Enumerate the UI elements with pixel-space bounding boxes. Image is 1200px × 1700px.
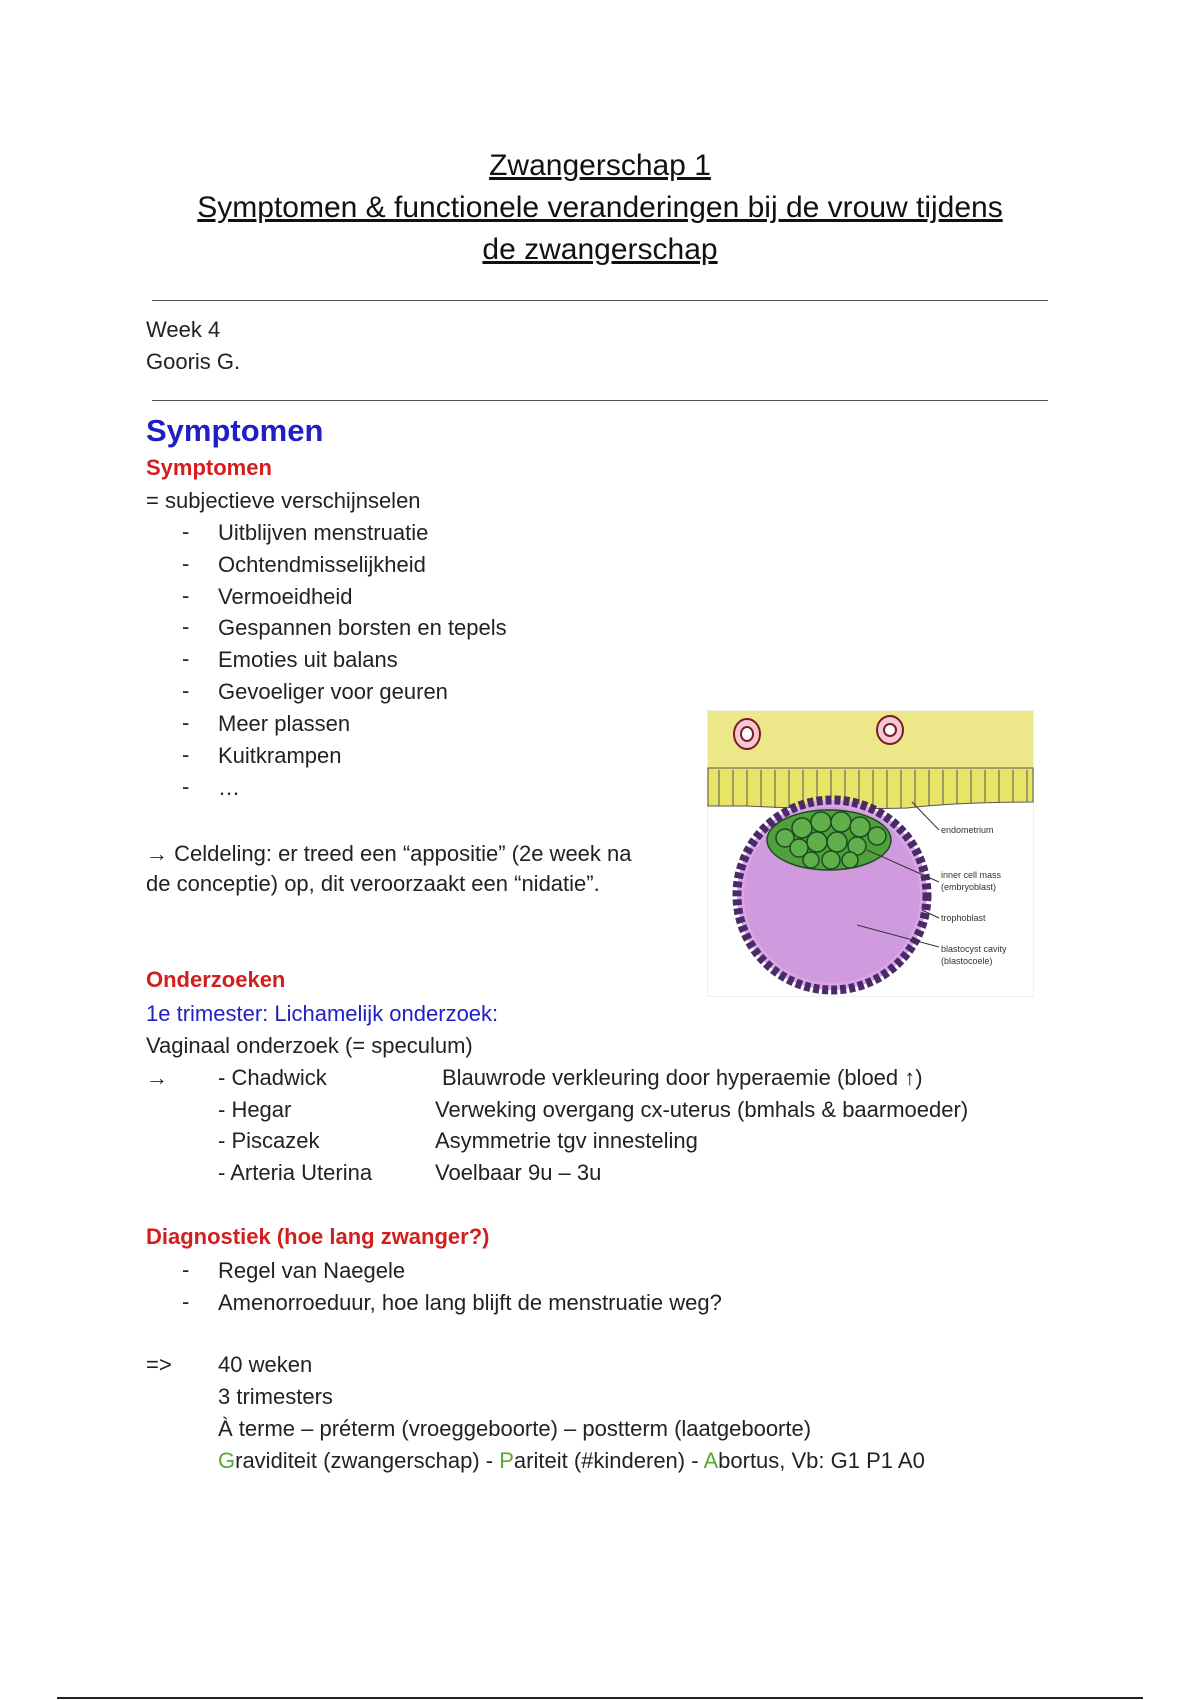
diagnostiek-heading: Diagnostiek (hoe lang zwanger?) (146, 1224, 490, 1249)
list-item: Emoties uit balans (218, 647, 398, 672)
onderzoeken-heading: Onderzoeken (146, 967, 286, 992)
page-bottom-rule (57, 1697, 1143, 1699)
blood-vessel-icon (734, 719, 760, 749)
list-item: Gevoeliger voor geuren (218, 679, 448, 704)
inner-cell-mass-label: inner cell mass (941, 870, 1002, 880)
list-item: Uitblijven menstruatie (218, 520, 429, 545)
symptomen-definition: = subjectieve verschijnselen (146, 488, 421, 513)
exam-desc: Asymmetrie tgv innesteling (435, 1128, 698, 1153)
list-item: Ochtendmisselijkheid (218, 552, 426, 577)
divider-bottom (152, 400, 1048, 401)
exam-desc: Blauwrode verkleuring door hyperaemie (bloed ↑) (442, 1065, 923, 1090)
list-item: Kuitkrampen (218, 743, 342, 768)
celdeling-note-line2: de conceptie) op, dit veroorzaakt een “nidatie”. (146, 871, 600, 896)
doc-title-line1: Zwangerschap 1 (489, 149, 711, 182)
endometrium-label: endometrium (941, 825, 994, 835)
exam-desc: Voelbaar 9u – 3u (435, 1160, 602, 1185)
diagnostiek-line: 3 trimesters (218, 1384, 333, 1409)
week-label: Week 4 (146, 317, 221, 342)
endometrium-layer (708, 768, 1033, 809)
doc-title-line3: de zwangerschap (482, 233, 718, 266)
diagnostiek-line: 40 weken (218, 1352, 313, 1377)
gpa-p-text: ariteit (#kinderen) - (513, 1448, 704, 1473)
onderzoeken-intro: Vaginaal onderzoek (= speculum) (146, 1033, 473, 1058)
blastocoele-label: (blastocoele) (941, 956, 993, 966)
symptomen-heading: Symptomen (146, 455, 272, 480)
gpa-p-letter: P (499, 1448, 514, 1473)
gpa-a-letter: A (703, 1448, 719, 1473)
exam-name: - Hegar (218, 1097, 292, 1122)
list-item: Meer plassen (218, 711, 351, 736)
exam-name: - Piscazek (218, 1128, 320, 1153)
exam-name: - Chadwick (218, 1065, 327, 1090)
list-item: Regel van Naegele (218, 1258, 406, 1283)
implies-arrow: => (146, 1352, 172, 1377)
author-label: Gooris G. (146, 349, 241, 374)
list-item: Vermoeidheid (218, 584, 353, 609)
doc-title-line2: Symptomen & functionele veranderingen bij de vrouw tijdens (197, 191, 1003, 224)
blastocyst-cavity-label: blastocyst cavity (941, 944, 1007, 954)
gpa-g-letter: G (218, 1448, 236, 1473)
gpa-line (218, 1445, 925, 1477)
exam-desc: Verweking overgang cx-uterus (bmhals & baarmoeder) (435, 1097, 969, 1122)
arrow-icon: → (146, 1065, 168, 1090)
list-item: … (218, 775, 240, 800)
gpa-g-text: raviditeit (zwangerschap) - (235, 1448, 500, 1473)
inner-cell-mass (767, 810, 891, 870)
section-heading: Symptomen (146, 413, 324, 448)
blastocyst-diagram (707, 710, 1034, 997)
exam-name: - Arteria Uterina (218, 1160, 373, 1185)
blood-vessel-icon (877, 716, 903, 744)
list-item: Amenorroeduur, hoe lang blijft de menstruatie weg? (218, 1290, 722, 1315)
divider-top (152, 300, 1048, 301)
gpa-a-text: bortus, Vb: G1 P1 A0 (718, 1448, 925, 1473)
onderzoeken-subheading: 1e trimester: Lichamelijk onderzoek: (146, 1001, 499, 1026)
celdeling-note-line1: → Celdeling: er treed een “appositie” (2e week na (146, 841, 632, 866)
list-item: Gespannen borsten en tepels (218, 615, 507, 640)
diagnostiek-line: À terme – préterm (vroeggeboorte) – postterm (laatgeboorte) (218, 1416, 812, 1441)
embryoblast-label: (embryoblast) (941, 882, 997, 892)
trophoblast-label: trophoblast (941, 913, 986, 923)
